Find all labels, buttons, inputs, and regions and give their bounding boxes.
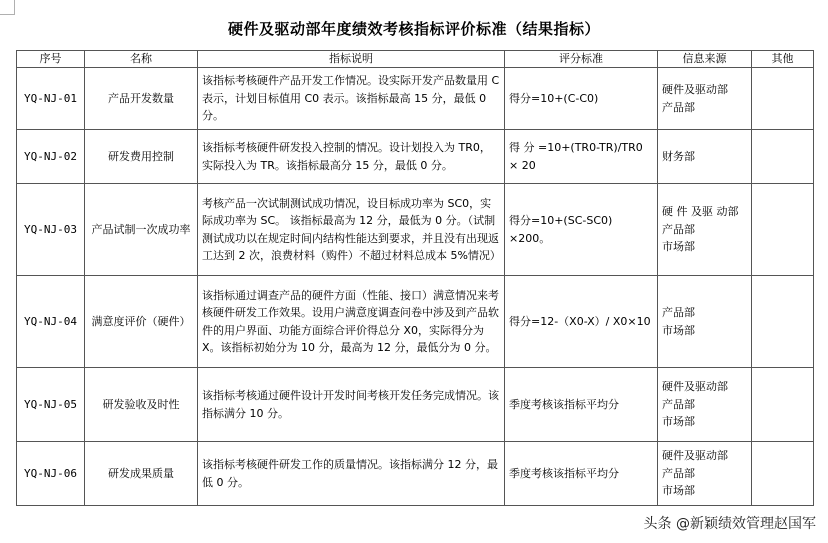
- source-line: 产品部: [662, 306, 695, 319]
- table-row: [17, 276, 814, 368]
- row-criteria: 得分=12-（X0-X）/ X0×10: [505, 276, 658, 368]
- corner-crop-mark: [0, 0, 15, 15]
- source-line: 硬件及驱动部: [662, 449, 728, 463]
- table-row: [17, 184, 814, 276]
- source-line: 硬 件 及驱 动部: [662, 205, 739, 219]
- table-row: [17, 368, 814, 442]
- source-line: 硬件及驱动部: [662, 83, 728, 96]
- row-id: YQ-NJ-06: [17, 442, 85, 506]
- table-row: [17, 68, 814, 130]
- row-other: [752, 276, 814, 368]
- row-description: 该指标考核硬件产品开发工作情况。设实际开发产品数量用 C 表示，计划目标值用 C0 表示。该指标最高 15 分，最低 0 分。: [198, 68, 505, 130]
- row-other: [752, 68, 814, 130]
- row-name: 研发成果质量: [85, 442, 198, 506]
- row-id: YQ-NJ-02: [17, 130, 85, 184]
- document-title: 硬件及驱动部年度绩效考核指标评价标准（结果指标）: [227, 20, 600, 38]
- row-criteria: 季度考核该指标平均分: [505, 442, 658, 506]
- source-line: 市场部: [662, 484, 695, 498]
- row-source: [658, 130, 752, 184]
- row-other: [752, 130, 814, 184]
- table-row: [17, 442, 814, 506]
- row-name: 研发费用控制: [85, 130, 198, 184]
- source-line: 产品部: [662, 397, 695, 411]
- row-other: [752, 368, 814, 442]
- watermark-text: 头条 @新颖绩效管理赵国军: [643, 516, 816, 532]
- row-name: 满意度评价（硬件）: [85, 276, 198, 368]
- row-other: [752, 184, 814, 276]
- row-source: [658, 276, 752, 368]
- row-id: YQ-NJ-01: [17, 68, 85, 130]
- source-line: 产品部: [662, 466, 695, 480]
- kpi-table: [16, 50, 814, 506]
- source-line: 市场部: [662, 323, 695, 337]
- source-line: 硬件及驱动部: [662, 380, 728, 394]
- row-other: [752, 442, 814, 506]
- row-name: 研发验收及时性: [85, 368, 198, 442]
- header-other: 其他: [752, 51, 814, 68]
- row-source: [658, 68, 752, 130]
- table-header-row: [17, 51, 814, 68]
- source-line: 财务部: [662, 149, 695, 163]
- row-id: YQ-NJ-05: [17, 368, 85, 442]
- row-source: [658, 442, 752, 506]
- source-line: 产品部: [662, 222, 695, 236]
- row-source: [658, 184, 752, 276]
- row-criteria: 得分=10+(C-C0): [505, 68, 658, 130]
- row-source: [658, 368, 752, 442]
- row-id: YQ-NJ-03: [17, 184, 85, 276]
- row-description: 该指标考核硬件研发投入控制的情况。设计划投入为 TR0，实际投入为 TR。该指标最高分 15 分，最低 0 分。: [198, 130, 505, 184]
- row-description: 该指标考核通过硬件设计开发时间考核开发任务完成情况。该指标满分 10 分。: [198, 368, 505, 442]
- row-criteria: 得 分 =10+(TR0-TR)/TR0 × 20: [505, 130, 658, 184]
- row-description: 该指标考核硬件研发工作的质量情况。该指标满分 12 分，最低 0 分。: [198, 442, 505, 506]
- row-description: 该指标通过调查产品的硬件方面（性能、接口）满意情况来考核硬件研发工作效果。设用户满意度调查问卷中涉及到产品软件的用户界面、功能方面综合评价得总分 X0，实际得分为 X。该指标初始分为 10 分，最高为 12 分，最低分为 0 分。: [198, 276, 505, 368]
- header-name: 名称: [85, 51, 198, 68]
- header-description: 指标说明: [198, 51, 505, 68]
- header-index: 序号: [17, 51, 85, 68]
- row-id: YQ-NJ-04: [17, 276, 85, 368]
- source-line: 产品部: [662, 100, 695, 114]
- header-criteria: 评分标准: [505, 51, 658, 68]
- row-name: 产品开发数量: [85, 68, 198, 130]
- row-criteria: 季度考核该指标平均分: [505, 368, 658, 442]
- source-line: 市场部: [662, 240, 695, 254]
- row-description: 考核产品一次试制测试成功情况，设目标成功率为 SC0，实际成功率为 SC。 该指标最高为 12 分，最低为 0 分。（试制测试成功以在规定时间内结构性能达到要求，并且没有出现返工达到 2 次，浪费材料（购件）不超过材料总成本 5%情况）: [198, 184, 505, 276]
- table-row: [17, 130, 814, 184]
- row-criteria: 得分=10+(SC-SC0) ×200。: [505, 184, 658, 276]
- source-line: 市场部: [662, 415, 695, 429]
- row-name: 产品试制一次成功率: [85, 184, 198, 276]
- header-source: 信息来源: [658, 51, 752, 68]
